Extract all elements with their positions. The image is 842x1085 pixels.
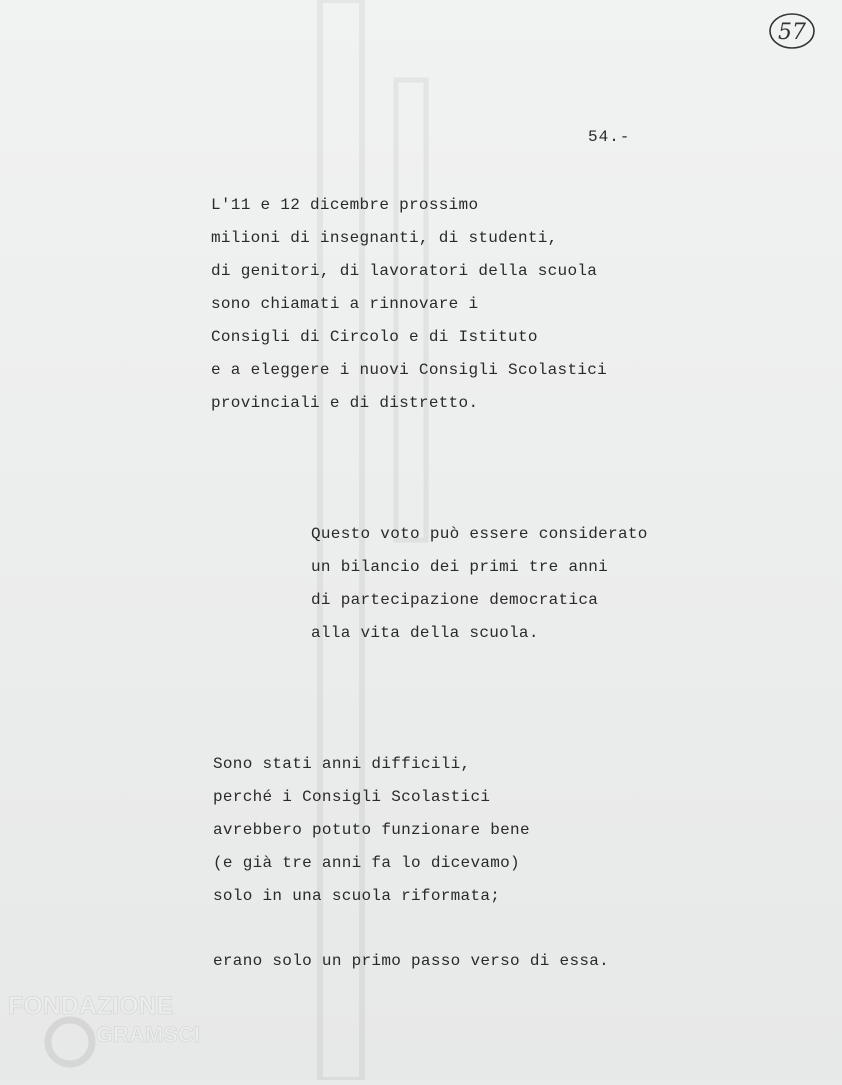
text-line: perché i Consigli Scolastici (213, 788, 491, 806)
text-line: Questo voto può essere considerato (311, 525, 648, 543)
text-line: di genitori, di lavoratori della scuola (211, 262, 598, 280)
text-line: di partecipazione democratica (311, 591, 599, 609)
paragraph-4 (213, 945, 609, 978)
text-line: e a eleggere i nuovi Consigli Scolastici (211, 361, 608, 379)
text-line: alla vita della scuola. (311, 624, 539, 642)
text-line: Consigli di Circolo e di Istituto (211, 328, 538, 346)
paragraph-2 (311, 518, 648, 650)
text-line: L'11 e 12 dicembre prossimo (211, 196, 479, 214)
page-number: 54.- (588, 128, 631, 146)
text-line: un bilancio dei primi tre anni (311, 558, 609, 576)
folio-number-stamp (766, 10, 818, 50)
text-line: Sono stati anni difficili, (213, 755, 471, 773)
text-line: erano solo un primo passo verso di essa. (213, 952, 610, 970)
watermark-line-2: GRAMSCI (96, 1022, 200, 1047)
text-line: milioni di insegnanti, di studenti, (211, 229, 558, 247)
archive-watermark-logo (8, 988, 213, 1068)
watermark-line-1: FONDAZIONE (8, 992, 174, 1020)
text-line: provinciali e di distretto. (211, 394, 479, 412)
text-line: avrebbero potuto funzionare bene (213, 821, 530, 839)
text-line: solo in una scuola riformata; (213, 887, 501, 905)
text-line: (e già tre anni fa lo dicevamo) (213, 854, 520, 872)
paragraph-3 (213, 748, 530, 913)
text-line: sono chiamati a rinnovare i (211, 295, 479, 313)
paragraph-1 (211, 189, 607, 420)
folio-number: 57 (778, 20, 806, 45)
